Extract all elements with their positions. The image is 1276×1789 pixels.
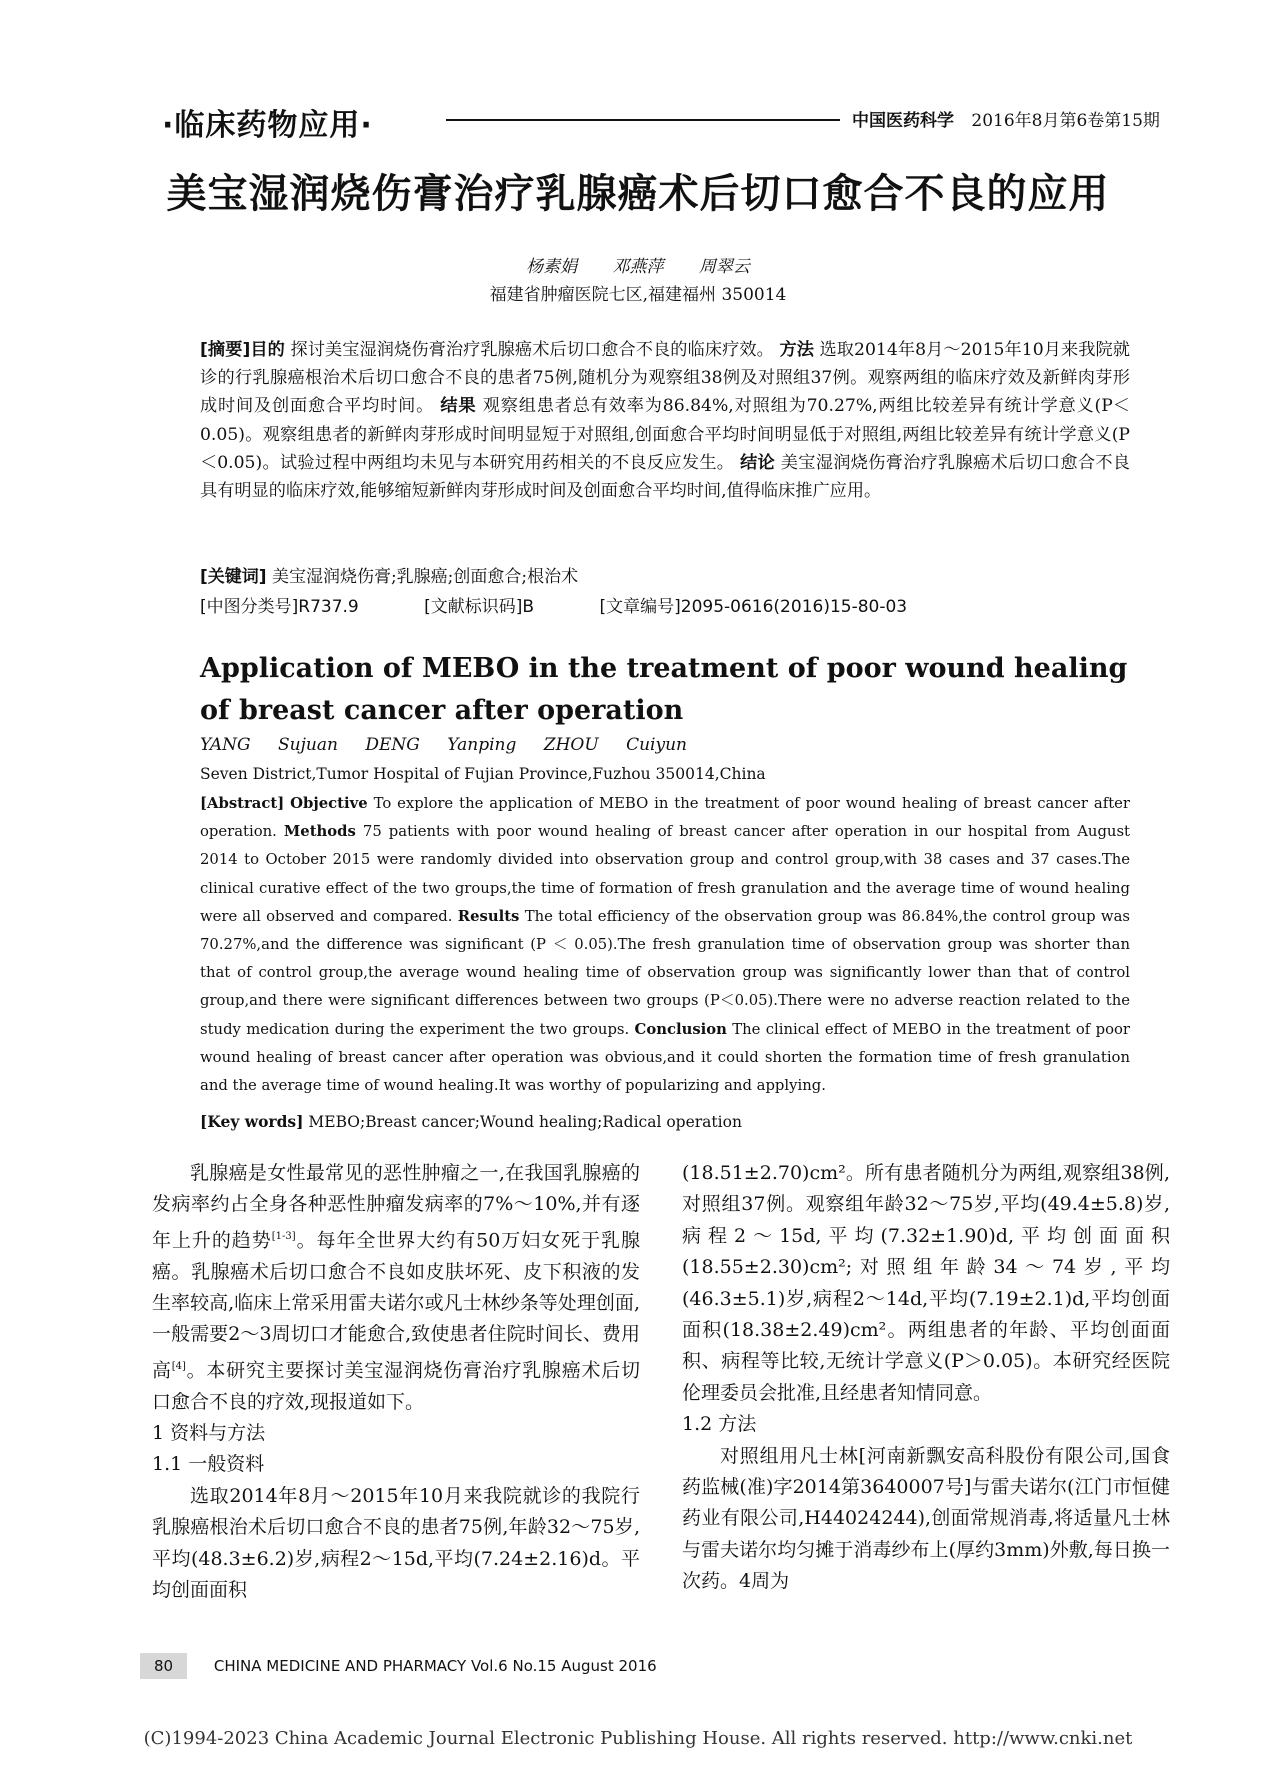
article-title-cn: 美宝湿润烧伤膏治疗乳腺癌术后切口愈合不良的应用 [166, 171, 1110, 217]
objective-label: 目的 [250, 340, 285, 360]
objective-en-label: Objective [290, 795, 368, 812]
header-rule [446, 119, 840, 121]
section-heading-1: 1 资料与方法 [152, 1421, 266, 1444]
keywords-text: 美宝湿润烧伤膏;乳腺癌;创面愈合;根治术 [271, 567, 579, 587]
intro-text-b: 。每年全世界大约有50万妇女死于乳腺癌。乳腺癌术后切口愈合不良如皮肤坏死、皮下积液的发生率较高,临床上常采用雷夫诺尔或凡士林纱条等处理创面,一般需要2～3周切口才能愈合,致使患者住院时间长、费用高 [152, 1229, 640, 1382]
results-label: 结果 [440, 396, 477, 417]
body-left-column [152, 1158, 640, 1606]
conclusion-en-label: Conclusion [634, 1020, 727, 1038]
footer-journal: CHINA MEDICINE AND PHARMACY Vol.6 No.15 August 2016 [213, 1657, 657, 1675]
results-en-text: The total efficiency of the observation group was 86.84%,the control group was 70.27%,and the difference was significant (P ＜ 0.05).The fresh granulation time of observation group was shorter than that of control group,the average wound healing time of observation group was significantly lower than that of control group,and there were significant differences between two groups (P＜0.05).There were no adverse reaction related to the study medication during the experiment the two groups. [200, 907, 1130, 1038]
general-data-paragraph: 选取2014年8月～2015年10月来我院就诊的我院行乳腺癌根治术后切口愈合不良的患者75例,年龄32～75岁,平均(48.3±6.2)岁,病程2～15d,平均(7.24±2.16)d。平均创面面积 [152, 1484, 640, 1601]
page-number: 80 [140, 1653, 187, 1679]
general-data-continued: (18.51±2.70)cm²。所有患者随机分为两组,观察组38例,对照组37例。观察组年龄32～75岁,平均(49.4±5.8)岁,病程2～15d,平均(7.32±1.90)d,平均创面面积(18.55±2.30)cm²;对照组年龄34～74岁,平均(46.3±5.1)岁,病程2～14d,平均(7.19±2.1)d,平均创面面积(18.38±2.49)cm²。两组患者的年龄、平均创面面积、病程等比较,无统计学意义(P＞0.05)。本研究经医院伦理委员会批准,且经患者知情同意。 [682, 1162, 1170, 1404]
article-number: [文章编号]2095-0616(2016)15-80-03 [599, 597, 908, 617]
body-right-column [682, 1158, 1170, 1598]
copyright-notice: (C)1994-2023 China Academic Journal Electronic Publishing House. All rights reserved. http://www.cnki.net [143, 1728, 1133, 1749]
conclusion-en-text: The clinical effect of MEBO in the treatment of poor wound healing of breast cancer after operation was obvious,and it could shorten the formation time of fresh granulation and the average time of wound healing.It was worthy of popularizing and applying. [200, 1020, 1130, 1095]
methods-text: 选取2014年8月～2015年10月来我院就诊的行乳腺癌根治术后切口愈合不良的患者75例,随机分为观察组38例及对照组37例。观察两组的临床疗效及新鲜肉芽形成时间及创面愈合平均时间。 [200, 340, 1130, 417]
methods-en-label: Methods [283, 823, 356, 841]
keywords-en [200, 1112, 742, 1131]
intro-paragraph [152, 1158, 640, 1418]
section-heading-1-1: 1.1 一般资料 [152, 1453, 265, 1476]
authors-en: YANG Sujuan DENG Yanping ZHOU Cuiyun [200, 735, 687, 755]
abstract-en-label: [Abstract] [200, 795, 285, 812]
journal-name: 中国医药科学 [852, 111, 954, 131]
affiliation-en: Seven District,Tumor Hospital of Fujian Province,Fuzhou 350014,China [200, 765, 766, 783]
citation-4: [4] [171, 1360, 186, 1372]
method-paragraph: 对照组用凡士林[河南新飘安高科股份有限公司,国食药监械(准)字2014第3640007号]与雷夫诺尔(江门市恒健药业有限公司,H44024244),创面常规消毒,将适量凡士林与雷夫诺尔均匀摊于消毒纱布上(厚约3mm)外敷,每日换一次药。4周为 [682, 1444, 1170, 1593]
keywords-cn [200, 562, 578, 587]
intro-text-c: 。本研究主要探讨美宝湿润烧伤膏治疗乳腺癌术后切口愈合不良的疗效,现报道如下。 [152, 1359, 640, 1413]
section-tag: ·临床药物应用· [162, 108, 373, 143]
section-heading-1-2: 1.2 方法 [682, 1413, 757, 1436]
keywords-en-text: MEBO;Breast cancer;Wound healing;Radical operation [308, 1113, 742, 1131]
results-en-label: Results [457, 907, 520, 925]
article-title-en: Application of MEBO in the treatment of poor wound healing of breast cancer after operation [200, 653, 1128, 726]
abstract-en [200, 790, 1130, 1100]
results-text: 观察组患者总有效率为86.84%,对照组为70.27%,两组比较差异有统计学意义(P＜0.05)。观察组患者的新鲜肉芽形成时间明显短于对照组,创面愈合平均时间明显低于对照组,两组比较差异有统计学意义(P＜0.05)。试验过程中两组均未见与本研究用药相关的不良反应发生。 [200, 396, 1130, 473]
clc-number: [中图分类号]R737.9 [200, 597, 359, 617]
intro-text-a: 乳腺癌是女性最常见的恶性肿瘤之一,在我国乳腺癌的发病率约占全身各种恶性肿瘤发病率的7%～10%,并有逐年上升的趋势 [152, 1162, 640, 1252]
citation-1-3: [1-3] [271, 1230, 296, 1242]
journal-issue: 2016年8月第6卷第15期 [971, 111, 1160, 131]
page-footer [140, 1653, 657, 1679]
abstract-cn [200, 336, 1130, 505]
keywords-label: [关键词] [200, 567, 267, 587]
conclusion-text: 美宝湿润烧伤膏治疗乳腺癌术后切口愈合不良具有明显的临床疗效,能够缩短新鲜肉芽形成时间及创面愈合平均时间,值得临床推广应用。 [200, 452, 1130, 502]
doc-code: [文献标识码]B [424, 597, 535, 617]
abstract-label: [摘要] [200, 340, 251, 360]
objective-en-text: To explore the application of MEBO in the treatment of poor wound healing of breast cancer after operation. [200, 795, 1130, 841]
affiliation-cn: 福建省肿瘤医院七区,福建福州 350014 [489, 285, 787, 305]
journal-header [852, 106, 1160, 131]
methods-en-text: 75 patients with poor wound healing of breast cancer after operation in our hospital from August 2014 to October 2015 were randomly divided into observation group and control group,with 38 cases and 37 cases.The clinical curative effect of the two groups,the time of formation of fresh granulation and the average time of wound healing were all observed and compared. [200, 823, 1130, 925]
methods-label: 方法 [779, 340, 814, 360]
authors-cn: 杨素娟 邓燕萍 周翠云 [526, 257, 750, 277]
keywords-en-label: [Key words] [200, 1112, 304, 1131]
conclusion-label: 结论 [740, 452, 776, 473]
classification-line [200, 592, 967, 617]
objective-text: 探讨美宝湿润烧伤膏治疗乳腺癌术后切口愈合不良的临床疗效。 [290, 340, 774, 360]
